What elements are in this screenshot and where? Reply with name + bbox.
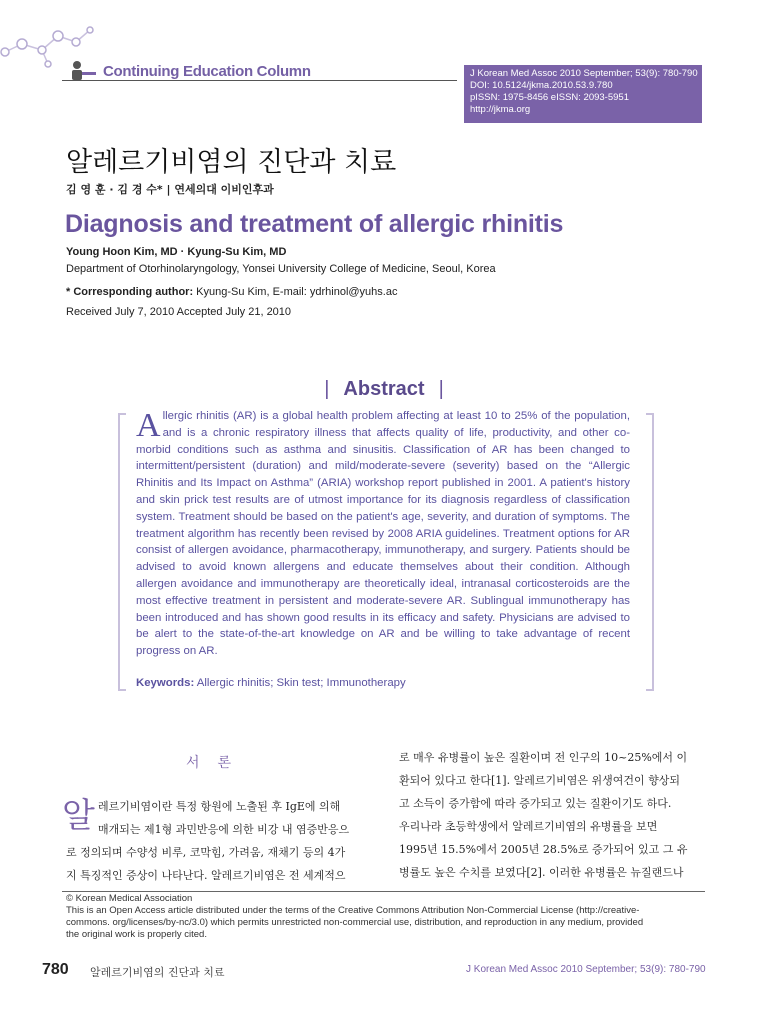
authors-english: Young Hoon Kim, MD · Kyung-Su Kim, MD <box>66 246 287 258</box>
license-line: This is an Open Access article distributed under the terms of the Creative Commons Attribution Non-Commercial License (http://creative- <box>66 905 640 916</box>
license-notice <box>66 893 706 941</box>
body-dropcap: 알 <box>62 796 95 836</box>
abstract-bracket-right <box>646 413 654 691</box>
title-english: Diagnosis and treatment of allergic rhinitis <box>65 210 564 238</box>
body-line: 환되어 있다고 한다[1]. 알레르기비염은 위생여건이 향상되 <box>399 774 680 787</box>
journal-citation: J Korean Med Assoc 2010 September; 53(9): 780-790 <box>470 68 698 79</box>
abstract-heading: | Abstract | <box>324 378 444 400</box>
authors-korean: 김 영 훈 · 김 경 수* | 연세의대 이비인후과 <box>66 183 274 196</box>
abstract-bracket-left <box>118 413 126 691</box>
body-line: 매개되는 제1형 과민반응에 의한 비강 내 염증반응으 <box>98 823 350 836</box>
received-dates: Received July 7, 2010 Accepted July 21, 2010 <box>66 306 292 318</box>
body-line: 로 정의되며 수양성 비루, 코막힘, 가려움, 재채기 등의 4가 <box>66 846 346 859</box>
person-at-desk-icon <box>68 60 96 82</box>
corresponding-author <box>66 286 397 298</box>
body-line: 1995년 15.5%에서 2005년 28.5%로 증가되어 있고 그 유 <box>399 843 688 856</box>
keywords-list: Allergic rhinitis; Skin test; Immunotherapy <box>194 677 406 689</box>
journal-url[interactable]: http://jkma.org <box>470 104 531 115</box>
journal-issn: pISSN: 1975-8456 eISSN: 2093-5951 <box>470 92 629 103</box>
department: Department of Otorhinolaryngology, Yonsei University College of Medicine, Seoul, Korea <box>66 263 496 275</box>
body-line: 병률도 높은 수치를 보였다[2]. 이러한 유병률은 뉴질랜드나 <box>399 866 684 879</box>
body-line: 고 소득이 증가함에 따라 증가되고 있는 질환이기도 하다. <box>399 797 672 810</box>
running-citation: J Korean Med Assoc 2010 September; 53(9): 780-790 <box>466 964 706 975</box>
title-korean: 알레르기비염의 진단과 치료 <box>66 147 397 178</box>
abstract-dropcap: A <box>136 407 161 444</box>
abstract-body <box>136 408 630 660</box>
license-line: the original work is properly cited. <box>66 929 207 940</box>
license-line: commons. org/licenses/by-nc/3.0) which permits unrestricted non-commercial use, distribution, and reproduction in any medium, provided <box>66 917 644 928</box>
page-number: 780 <box>42 961 69 978</box>
footer-divider <box>62 891 705 892</box>
abstract-text: llergic rhinitis (AR) is a global health problem affecting at least 10 to 25% of the population, and is a chronic respiratory illness that affects quality of life, productivity, and other co-morbid conditions such as asthma and sinusitis. Classification of AR has been changed to intermittent/persistent (duration) and mild/moderate-severe (severity) based on the “Allergic Rhinitis and Its Impact on Asthma” (ARIA) workshop report published in 2001. A patient's history and skin prick test results are of utmost importance for its diagnosis regardless of classification system. Treatment should be based on the patient's age, severity, and duration of symptoms. The treatment algorithm has recently been revised by 2008 ARIA guidelines. Treatment options for AR consist of allergen avoidance, pharmacotherapy, immunotherapy, and surgery. Patients should be advised to avoid known allergens and educate themselves about their condition. Although allergen avoidance and immunotherapy are theoretically ideal, intranasal corticosteroids are the most effective treatment in persistent and moderate-severe AR. Sublingual immunotherapy has been introduced and has shown good results in its efficacy and safety. Physicians are advised to be alert to the state-of-the-art knowledge on AR and be willing to take advantage of recent progress on AR. <box>136 410 630 658</box>
corresponding-contact[interactable]: Kyung-Su Kim, E-mail: ydrhinol@yuhs.ac <box>193 286 398 298</box>
keywords <box>136 677 406 689</box>
body-column-left <box>66 795 368 887</box>
body-line: 레르기비염이란 특정 항원에 노출된 후 IgE에 의해 <box>98 800 341 813</box>
journal-info-box <box>464 65 702 123</box>
corresponding-label: * Corresponding author: <box>66 286 194 298</box>
journal-doi[interactable]: DOI: 10.5124/jkma.2010.53.9.780 <box>470 80 613 91</box>
body-line: 우리나라 초등학생에서 알레르기비염의 유병률을 보면 <box>399 820 658 833</box>
section-heading-introduction: 서론 <box>186 755 250 771</box>
body-line: 로 매우 유병률이 높은 질환이며 전 인구의 10~25%에서 이 <box>399 751 688 764</box>
header-divider <box>62 80 457 81</box>
body-column-right <box>399 746 703 884</box>
keywords-label: Keywords: <box>136 677 195 689</box>
abstract-heading-text: Abstract <box>343 378 425 400</box>
column-label: Continuing Education Column <box>103 63 311 80</box>
copyright-line: © Korean Medical Association <box>66 893 193 904</box>
running-title: 알레르기비염의 진단과 치료 <box>90 966 225 979</box>
body-line: 지 특징적인 증상이 나타난다. 알레르기비염은 전 세계적으 <box>66 869 346 882</box>
